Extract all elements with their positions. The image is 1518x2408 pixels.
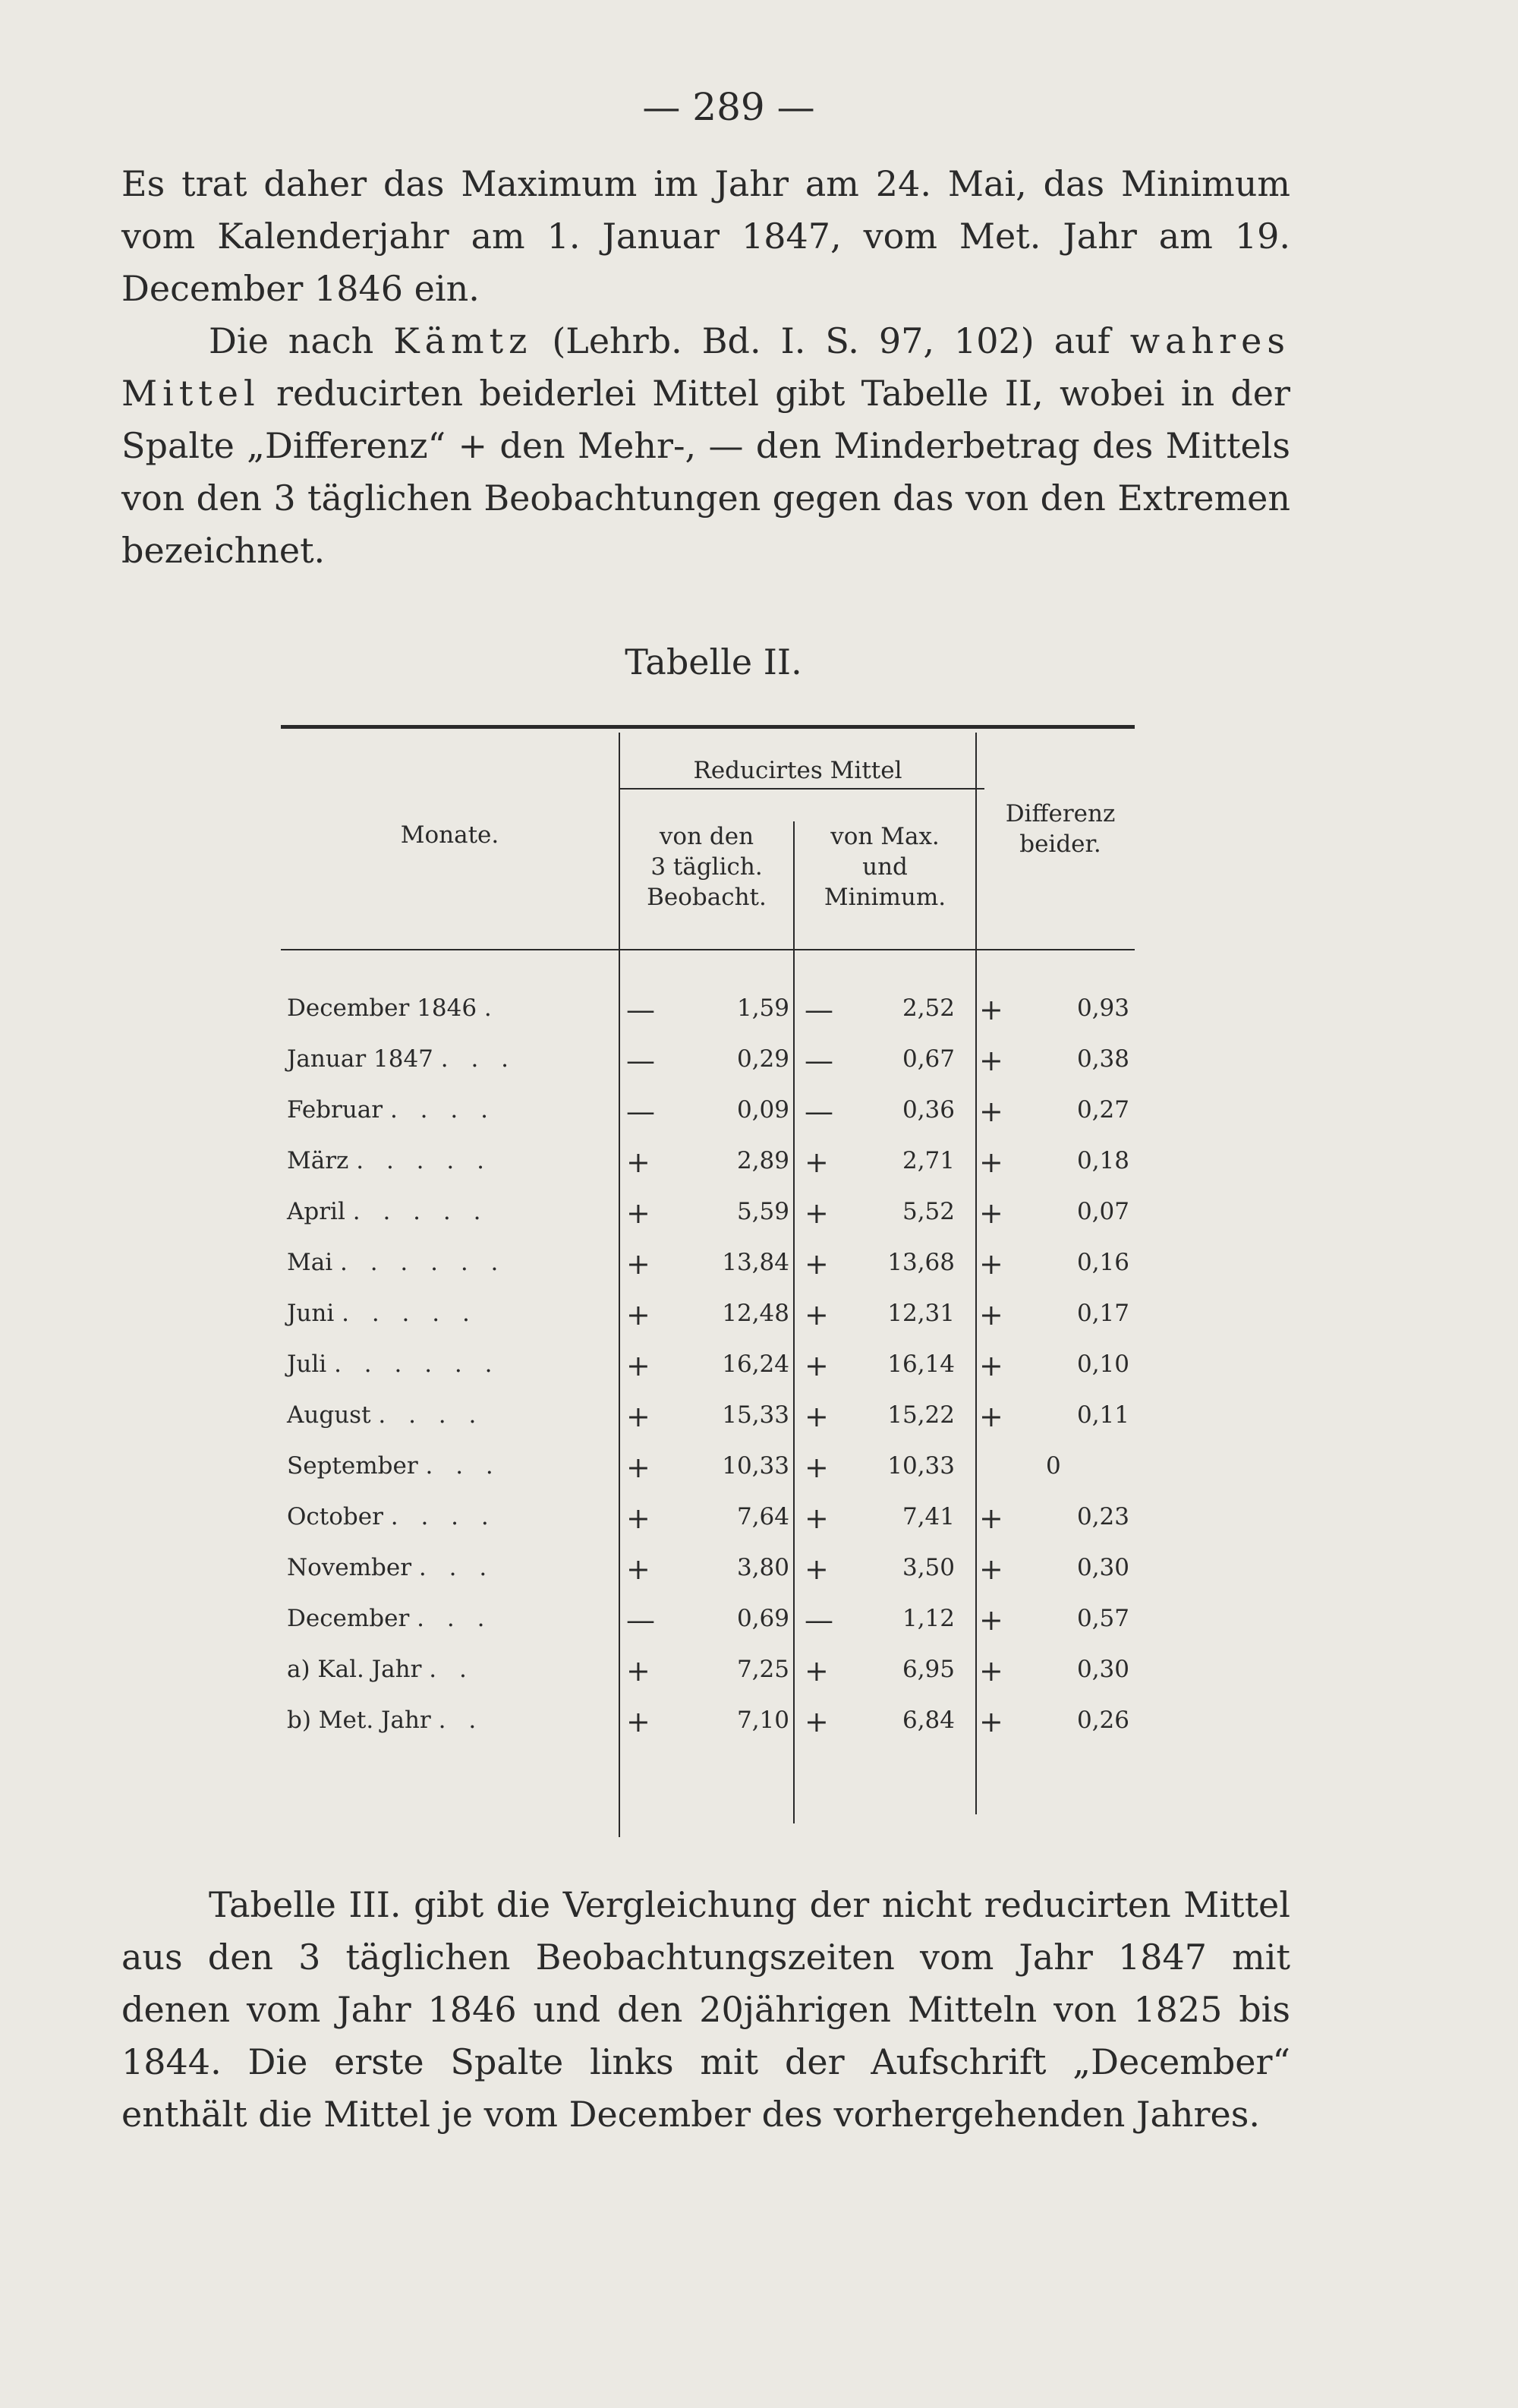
month-cell: [287, 1707, 483, 1734]
column-divider-3: [975, 733, 977, 1814]
closing-paragraph: Tabelle III. gibt die Vergleichung der nicht reducirten Mittel aus den 3 täglichen Beobachtungszeiten vom Jahr 1847 mit denen vom Jahr 1846 und den 20jährigen Mitteln von 1825 bis 1844. Die erste Spalte links mit der Aufschrift „December“ enthält die Mittel je vom December des vorhergehenden Jahres.: [121, 1884, 1290, 2135]
method-term: wahres Mittel: [121, 320, 1290, 414]
leader-dots: . .: [429, 1656, 474, 1683]
table-title: Tabelle II.: [625, 641, 802, 682]
method-text-before: Die nach: [209, 320, 394, 361]
sign-col2: —: [805, 1095, 833, 1128]
value-col3: 0,16: [1076, 1249, 1129, 1276]
month-label: Juli: [287, 1351, 327, 1378]
col2-header-line1: von Max.: [830, 823, 940, 850]
months-header: Monate.: [400, 821, 499, 849]
leader-dots: . . . .: [378, 1401, 484, 1429]
sign-col1: —: [626, 1603, 655, 1637]
month-cell: [287, 1554, 494, 1581]
month-label: Juni: [287, 1300, 335, 1327]
leader-dots: . . . . .: [342, 1300, 477, 1327]
col2-header: [795, 821, 975, 912]
sign-col1: +: [626, 1451, 650, 1484]
leader-dots: . . .: [417, 1605, 493, 1632]
value-col2: 6,95: [902, 1656, 955, 1683]
header-group-rule: [619, 788, 984, 790]
value-col3: 0,38: [1076, 1045, 1129, 1073]
value-col3: 0,57: [1076, 1605, 1129, 1632]
sign-col1: +: [626, 1502, 650, 1535]
sign-col2: +: [805, 1400, 829, 1433]
sign-col3: +: [979, 1654, 1003, 1688]
header-bottom-rule: [281, 949, 1135, 950]
column-divider-2: [793, 821, 795, 1823]
sign-col3: +: [979, 993, 1003, 1026]
col1-header: [620, 821, 793, 912]
month-cell: [287, 1198, 488, 1225]
value-col3: 0,11: [1076, 1401, 1129, 1429]
sign-col3: +: [979, 1044, 1003, 1077]
month-label: Mai: [287, 1249, 333, 1276]
value-col1: 7,64: [736, 1503, 789, 1530]
month-cell: [287, 1351, 500, 1378]
value-col1: 3,80: [736, 1554, 789, 1581]
value-col2: 15,22: [887, 1401, 955, 1429]
method-text-after: reducirten beiderlei Mittel gibt Tabelle II, wobei in der Spalte „Differenz“ + den Mehr-, — den Minderbetrag des Mittels von den 3 täglichen Beobachtungen gegen das von den Extremen bezeichnet.: [121, 373, 1290, 571]
value-col3: 0,23: [1076, 1503, 1129, 1530]
sign-col2: +: [805, 1705, 829, 1738]
month-label: März: [287, 1147, 349, 1174]
sign-col2: +: [805, 1349, 829, 1382]
sign-col2: —: [805, 1044, 833, 1077]
month-label: December: [287, 1605, 410, 1632]
sign-col2: +: [805, 1451, 829, 1484]
value-col3: 0: [1046, 1452, 1061, 1480]
col1-header-line2: 3 täglich.: [650, 853, 763, 881]
value-col1: 0,29: [736, 1045, 789, 1073]
month-label: Februar: [287, 1096, 383, 1124]
sign-col2: —: [805, 1603, 833, 1637]
sign-col1: —: [626, 1095, 655, 1128]
value-col2: 10,33: [887, 1452, 955, 1480]
sign-col3: +: [979, 1502, 1003, 1535]
month-cell: [287, 1045, 516, 1073]
sign-col2: +: [805, 1196, 829, 1230]
value-col3: 0,18: [1076, 1147, 1129, 1174]
month-cell: [287, 994, 499, 1022]
value-col2: 1,12: [902, 1605, 955, 1632]
month-label: April: [287, 1198, 345, 1225]
sign-col2: +: [805, 1146, 829, 1179]
value-col2: 12,31: [887, 1300, 955, 1327]
sign-col2: +: [805, 1502, 829, 1535]
value-col1: 7,10: [736, 1707, 789, 1734]
month-label: October: [287, 1503, 383, 1530]
col3-header-line2: beider.: [1019, 831, 1101, 858]
value-col2: 3,50: [902, 1554, 955, 1581]
value-col2: 13,68: [887, 1249, 955, 1276]
value-col3: 0,30: [1076, 1554, 1129, 1581]
value-col2: 7,41: [902, 1503, 955, 1530]
value-col1: 16,24: [722, 1351, 789, 1378]
col3-header: [977, 799, 1144, 859]
table-top-rule: [281, 725, 1135, 729]
page-number: — 289 —: [642, 85, 815, 129]
value-col1: 2,89: [736, 1147, 789, 1174]
sign-col3: +: [979, 1705, 1003, 1738]
value-col1: 13,84: [722, 1249, 789, 1276]
leader-dots: .: [483, 994, 499, 1022]
month-cell: [287, 1249, 505, 1276]
value-col1: 7,25: [736, 1656, 789, 1683]
leader-dots: . . .: [440, 1045, 517, 1073]
sign-col1: +: [626, 1146, 650, 1179]
value-col2: 0,67: [902, 1045, 955, 1073]
sign-col1: +: [626, 1400, 650, 1433]
sign-col1: +: [626, 1552, 650, 1586]
col1-header-line1: von den: [659, 823, 754, 850]
leader-dots: . . . .: [389, 1096, 496, 1124]
month-cell: [287, 1096, 496, 1124]
value-col3: 0,10: [1076, 1351, 1129, 1378]
value-col1: 12,48: [722, 1300, 789, 1327]
month-cell: [287, 1147, 492, 1174]
value-col3: 0,30: [1076, 1656, 1129, 1683]
month-cell: [287, 1605, 492, 1632]
col3-header-line1: Differenz: [1005, 800, 1116, 827]
sign-col1: +: [626, 1298, 650, 1332]
sign-col1: —: [626, 993, 655, 1026]
value-col2: 6,84: [902, 1707, 955, 1734]
sign-col3: +: [979, 1146, 1003, 1179]
month-cell: [287, 1452, 501, 1480]
month-label: August: [287, 1401, 371, 1429]
sign-col1: +: [626, 1705, 650, 1738]
value-col3: 0,07: [1076, 1198, 1129, 1225]
sign-col3: +: [979, 1400, 1003, 1433]
value-col2: 2,71: [902, 1147, 955, 1174]
sign-col2: —: [805, 993, 833, 1026]
sign-col3: +: [979, 1196, 1003, 1230]
sign-col1: +: [626, 1196, 650, 1230]
value-col2: 2,52: [902, 994, 955, 1022]
value-col2: 5,52: [902, 1198, 955, 1225]
leader-dots: . . . .: [390, 1503, 496, 1530]
value-col3: 0,26: [1076, 1707, 1129, 1734]
value-col1: 10,33: [722, 1452, 789, 1480]
month-label: b) Met. Jahr: [287, 1707, 431, 1734]
sign-col2: +: [805, 1247, 829, 1281]
sign-col3: +: [979, 1095, 1003, 1128]
method-text-middle: (Lehrb. Bd. I. S. 97, 102) auf: [532, 320, 1130, 361]
sign-col2: +: [805, 1552, 829, 1586]
month-label: September: [287, 1452, 418, 1480]
value-col2: 0,36: [902, 1096, 955, 1124]
leader-dots: . . . . . .: [340, 1249, 506, 1276]
value-col3: 0,27: [1076, 1096, 1129, 1124]
leader-dots: . . .: [418, 1554, 495, 1581]
value-col3: 0,17: [1076, 1300, 1129, 1327]
sign-col1: +: [626, 1349, 650, 1382]
sign-col3: +: [979, 1247, 1003, 1281]
reduced-mean-header: Reducirtes Mittel: [693, 757, 902, 784]
value-col1: 1,59: [736, 994, 789, 1022]
leader-dots: . .: [438, 1707, 484, 1734]
month-label: a) Kal. Jahr: [287, 1656, 422, 1683]
col2-header-line2: und: [862, 853, 908, 881]
sign-col3: +: [979, 1603, 1003, 1637]
value-col1: 0,69: [736, 1605, 789, 1632]
month-label: Januar 1847: [287, 1045, 433, 1073]
month-label: December 1846: [287, 994, 477, 1022]
col2-header-line3: Minimum.: [824, 884, 946, 911]
col1-header-line3: Beobacht.: [647, 884, 767, 911]
sign-col1: —: [626, 1044, 655, 1077]
value-col1: 0,09: [736, 1096, 789, 1124]
month-label: November: [287, 1554, 412, 1581]
value-col2: 16,14: [887, 1351, 955, 1378]
sign-col2: +: [805, 1654, 829, 1688]
value-col1: 5,59: [736, 1198, 789, 1225]
sign-col2: +: [805, 1298, 829, 1332]
value-col3: 0,93: [1076, 994, 1129, 1022]
value-col1: 15,33: [722, 1401, 789, 1429]
sign-col1: +: [626, 1654, 650, 1688]
sign-col3: +: [979, 1298, 1003, 1332]
intro-paragraph: Es trat daher das Maximum im Jahr am 24. Mai, das Minimum vom Kalenderjahr am 1. Januar 1847, vom Met. Jahr am 19. December 1846 ein.: [121, 163, 1290, 309]
month-cell: [287, 1656, 474, 1683]
sign-col3: +: [979, 1349, 1003, 1382]
sign-col1: +: [626, 1247, 650, 1281]
leader-dots: . . .: [425, 1452, 501, 1480]
sign-col3: +: [979, 1552, 1003, 1586]
leader-dots: . . . . .: [352, 1198, 489, 1225]
author-name: Kämtz: [393, 320, 533, 361]
month-cell: [287, 1300, 477, 1327]
month-cell: [287, 1401, 483, 1429]
leader-dots: . . . . . .: [334, 1351, 500, 1378]
leader-dots: . . . . .: [356, 1147, 492, 1174]
method-paragraph: [121, 315, 1290, 577]
month-cell: [287, 1503, 496, 1530]
